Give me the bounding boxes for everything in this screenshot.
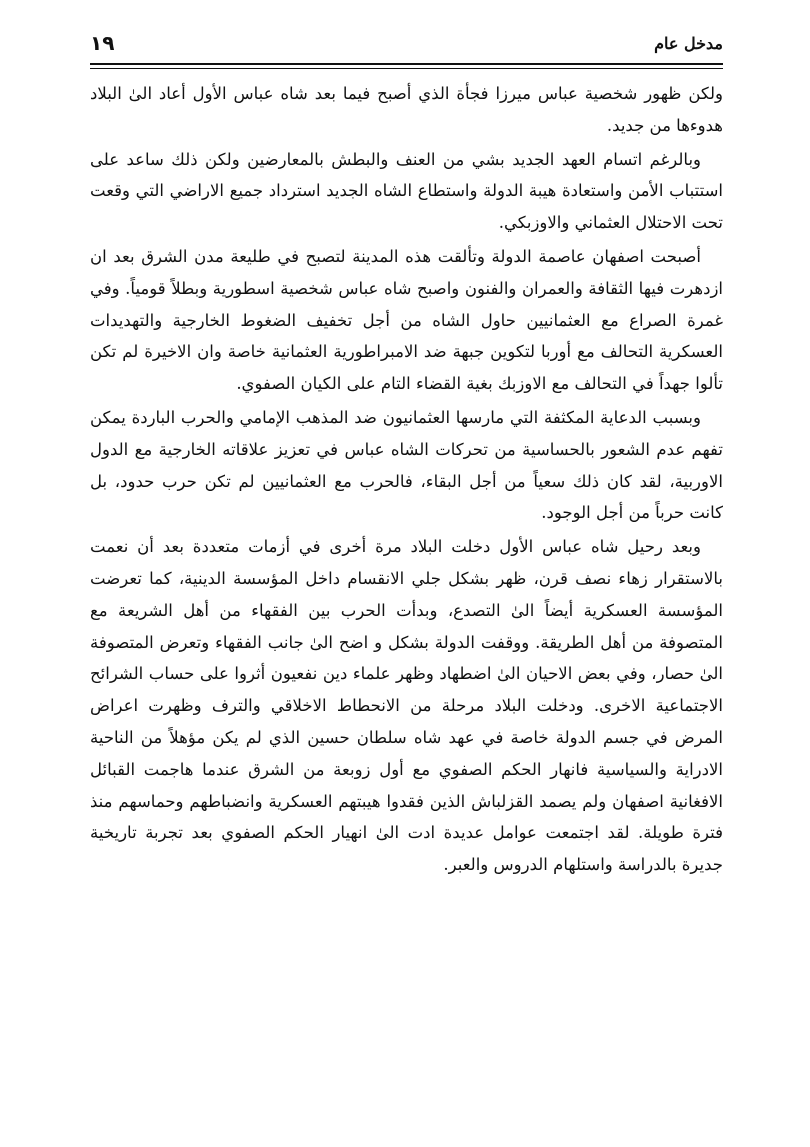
page-header [90, 30, 723, 64]
header-rule-thin [90, 68, 723, 69]
body-text [90, 78, 723, 883]
paragraph: أصبحت اصفهان عاصمة الدولة وتألقت هذه المدينة لتصبح في طليعة مدن الشرق بعد ان ازدهرت فيها الثقافة والعمران والفنون واصبح شاه عباس شخصية اسطورية وبطلاً قومياً. وفي غمرة الصراع مع العثمانيين حاول الشاه من أجل تخفيف الضغوط الخارجية والتهديدات العسكرية التحالف مع أوربا لتكوين جبهة ضد الامبراطورية العثمانية خاصة وان الاخيرة لم تكن تألوا جهداً في التحالف مع الاوزبك بغية القضاء التام على الكيان الصفوي. [90, 246, 723, 394]
header-rule-thick [90, 63, 723, 65]
paragraph: وبعد رحيل شاه عباس الأول دخلت البلاد مرة أخرى في أزمات متعددة بعد أن نعمت بالاستقرار زهاء نصف قرن، ظهر بشكل جلي الانقسام داخل المؤسسة الدينية، كما تعرضت المؤسسة العسكرية أيضاً الىٰ التصدع، وبدأت الحرب بين الفقهاء من أهل الشريعة مع المتصوفة من أهل الطريقة. ووقفت الدولة بشكل و اضح الىٰ جانب الفقهاء وتعرض المتصوفة الىٰ حصار، وفي بعض الاحيان الىٰ اضطهاد وظهر علماء دين نفعيون أثروا على حساب الشرائح الاجتماعية الاخرى. ودخلت البلاد مرحلة من الانحطاط الاخلاقي والترف وظهرت اعراض المرض في جسم الدولة خاصة في عهد شاه سلطان حسين الذي لم يكن مؤهلاً من الناحية الادراية والسياسية فانهار الحكم الصفوي مع أول زوبعة من الشرق عندما هاجمت القبائل الافغانية اصفهان ولم يصمد القزلباش الذين فقدوا هيبتهم العسكرية وانضباطهم وحماسهم منذ فترة طويلة. لقد اجتمعت عوامل عديدة ادت الىٰ انهيار الحكم الصفوي بعد تجربة تاريخية جديرة بالدراسة واستلهام الدروس والعبر. [90, 537, 723, 875]
paragraph: ولكن ظهور شخصية عباس ميرزا فجأة الذي أصبح فيما بعد شاه عباس الأول أعاد الىٰ البلاد هدوءها من جديد. [90, 84, 723, 135]
paragraph: وبسبب الدعاية المكثفة التي مارسها العثمانيون ضد المذهب الإمامي والحرب الباردة يمكن تفهم عدم الشعور بالحساسية من تحركات الشاه عباس في تعزيز علاقاته الخارجية مع الدول الاوربية، لقد كان ذلك سعياً من أجل البقاء، فالحرب مع العثمانيين لم تكن حرب حدود، بل كانت حرباً من أجل الوجود. [90, 407, 723, 523]
page-number: ١٩ [90, 31, 115, 55]
paragraph: وبالرغم اتسام العهد الجديد بشي من العنف والبطش بالمعارضين ولكن ذلك ساعد على استتباب الأمن واستعادة هيبة الدولة واستطاع الشاه الجديد استرداد جميع الاراضي التي وقعت تحت الاحتلال العثماني والاوزبكي. [90, 149, 723, 233]
section-title: مدخل عام [654, 34, 723, 53]
